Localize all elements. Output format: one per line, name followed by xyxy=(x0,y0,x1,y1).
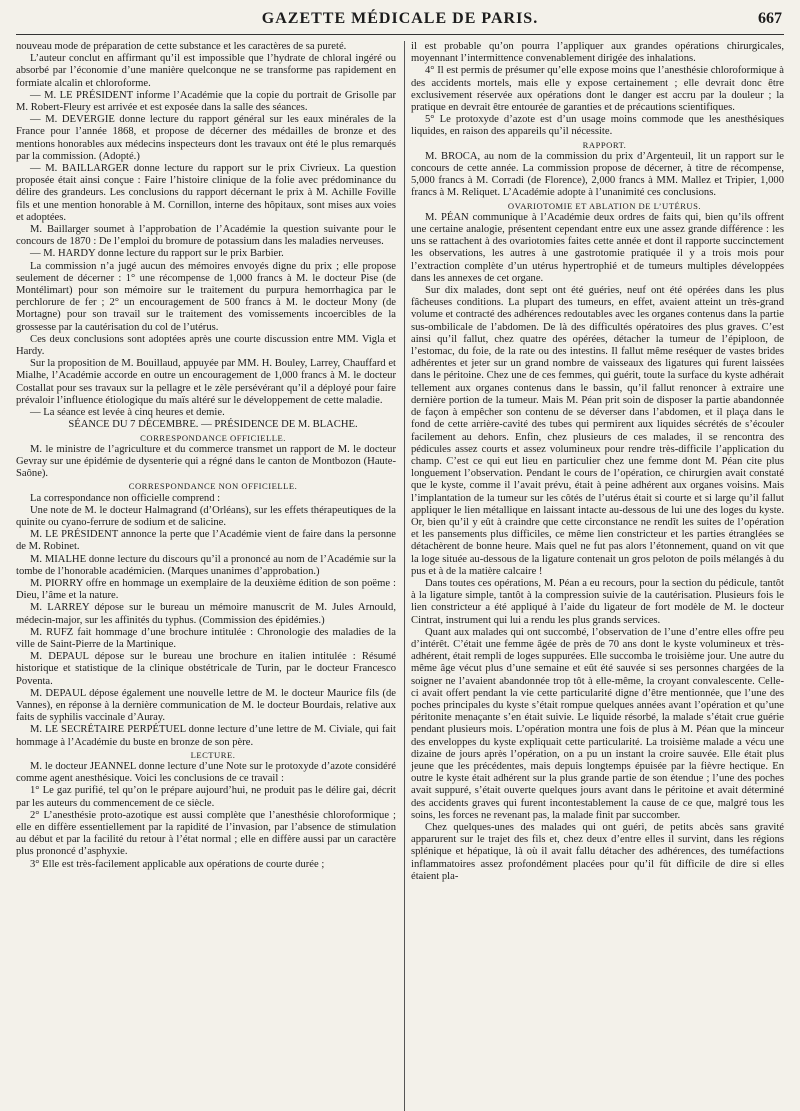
paragraph: L’auteur conclut en affirmant qu’il est impossible que l’hydrate de chloral ingéré ou absorbé par l’économie d’une manière quelconque ne se transforme pas rapidement en formiate alcalin et chloroforme. xyxy=(16,53,396,89)
paragraph: M. BROCA, au nom de la commission du prix d’Argenteuil, lit un rapport sur le concours de cette année. La commission propose de décerner, à titre de récompense, 5,000 francs à M. Corradi (de Florence), 2,000 francs à MM. Mallez et Tripier, 1,000 francs à M. Reliquet. L’Académie adopte à l’unanimité ces conclusions. xyxy=(411,150,784,199)
paragraph: — La séance est levée à cinq heures et demie. xyxy=(30,407,225,419)
right-column xyxy=(404,41,784,1111)
section-heading: OVARIOTOMIE ET ABLATION DE L’UTÉRUS. xyxy=(507,200,702,211)
paragraph: Chez quelques-unes des malades qui ont guéri, de petits abcès sans gravité apparurent sur le trajet des fils et, chez deux d’entre elles il survint, dans les régions splénique et hépatique, là où il avait fallu détacher des adhérences, des tuméfactions inflammatoires assez profondément placées pour qu’il fût difficile de dire si elles étaient pla- xyxy=(411,822,784,882)
page-header xyxy=(16,10,784,35)
paragraph: M. le docteur JEANNEL donne lecture d’une Note sur le protoxyde d’azote considéré comme agent anesthésique. Voici les conclusions de ce travail : xyxy=(16,760,396,785)
left-column xyxy=(16,41,396,1111)
paragraph: 2° L’anesthésie proto-azotique est aussi complète que l’anesthésie chloroformique ; elle en diffère essentiellement par la rapidité de l’invasion, par l’absence de stimulation au début et par la facilité du retour à l’état normal ; elle en diffère aussi par un caractère plus prononcé d’asphyxie. xyxy=(16,809,396,858)
paragraph: Sur dix malades, dont sept ont été guéries, neuf ont été opérées dans les plus fâcheuses conditions. La plupart des tumeurs, en effet, avaient atteint un très-grand volume et contracté des adhérences redoutables avec les organes contenus dans la partie sus-ombilicale de l’abdomen. De là des difficultés opératoires des plus graves. C’est ainsi qu’il fallut, chez quatre des opérées, détacher la tumeur de l’épiploon, de l’estomac, du foie, de la rate ou des intestins. Il fallut même reséquer de vastes brides adhérentes et jeter sur un grand nombre de vaisseaux des ligatures qui furent laissées dans le péritoine. Chez une de ces femmes, qui guérit, toute la surface du kyste adhérait tellement aux organes contenus dans le bassin, qu’il fallut renoncer à extraire une dernière portion de la tumeur. Mais M. Péan prit soin de disposer la partie abandonnée de façon à empêcher son contenu de se déverser dans l’abdomen, et il plaça dans le fond de cette arrière-cavité des tubes qui permirent aux liquides sécrétés de s’écouler facilement au dehors. Enfin, chez plusieurs de ces malades, il se rencontra des pédicules assez courts et assez volumineux pour rendre très-difficile l’application du champ. C’est ce qui eut lieu en particulier chez une femme dont M. Péan cite plus longuement l’observation. Pendant le cours de l’opération, ce chirurgien avait constaté que le kyste, comme il l’avait prévu, était à peine adhérent aux organes voisins. Mais l’implantation de la tumeur sur les côtés de l’utérus était si courte et si large qu’il fallut appliquer le lien métallique en laissant intacte au-dessous de lui une des loges du kyste. Or, bien qu’il y eût à craindre que cette circonstance ne rendît les suites de l’opération et les pansements plus difficiles, ce même lien constricteur et les parties étranglées se détachèrent de bonne heure. Mais quel ne fut pas alors l’étonnement, quand on vit que la loge située au-dessous de la ligature contenait un gros peloton de poils mélangés à du pus et à de la matière calcaire ! xyxy=(411,285,784,577)
paragraph: La commission n’a jugé aucun des mémoires envoyés digne du prix ; elle propose seulement de décerner : 1° une récompense de 1,000 francs à M. le docteur Pise (de Montélimart) pour son mémoire sur le traitement du purpura hemorrhagica par le perchlorure de fer ; 2° un encouragement de 500 francs à M. le docteur Mony (de Mortagne) pour son travail sur le traitement des vomissements incoercibles de la grossesse par la cautérisation du col de l’utérus. xyxy=(16,260,396,333)
paragraph: 1° Le gaz purifié, tel qu’on le prépare aujourd’hui, ne produit pas le délire gai, décrit par les auteurs du commencement de ce siècle. xyxy=(16,785,396,809)
paragraph: Une note de M. le docteur Halmagrand (d’Orléans), sur les effets thérapeutiques de la quinite ou cyano-ferrure de sodium et de salicine. xyxy=(16,504,396,528)
paragraph: M. DEPAUL dépose sur le bureau une brochure en italien intitulée : Résumé historique et statistique de la clinique obstétricale de Turin, par le docteur Francesco Poventa. xyxy=(16,651,396,687)
section-heading: LECTURE. xyxy=(190,749,236,760)
paragraph: M. le ministre de l’agriculture et du commerce transmet un rapport de M. le docteur Gevray sur une épidémie de dysenterie qui a régné dans le canton de Montbozon (Haute-Saône). xyxy=(16,443,396,480)
paragraph: M. LARREY dépose sur le bureau un mémoire manuscrit de M. Jules Arnould, médecin-major, sur les affinités du typhus. (Commission des épidémies.) xyxy=(16,602,396,626)
paragraph: M. PÉAN communique à l’Académie deux ordres de faits qui, bien qu’ils offrent une certaine analogie, présentent cependant entre eux une assez grande différence : les uns se rattachent à des ovariotomies faites cette année et dont il rapporte succinctement les observations, les autres à une gastrotomie pratiquée il y a trois mois pour l’extraction complète d’un utérus hypertrophié et de tumeurs multiples développées dans les annexes de cet organe. xyxy=(411,211,784,284)
session-heading: SÉANCE DU 7 DÉCEMBRE. — PRÉSIDENCE DE M. BLACHE. xyxy=(68,419,358,431)
paragraph: 4° Il est permis de présumer qu’elle expose moins que l’anesthésie chloroformique à des accidents mortels, mais elle y expose certainement ; elle devrait donc être exclusivement réservée aux opérations dont le danger est accru par la douleur ; la pratique en devrait être entourée de garanties et de précautions scientifiques. xyxy=(411,65,784,114)
paragraph: Sur la proposition de M. Bouillaud, appuyée par MM. H. Bouley, Larrey, Chauffard et Mialhe, l’Académie accorde en outre un encouragement de 1,000 francs à M. le docteur Costallat pour ses travaux sur la pellagre et le zèle persévérant qu’il a déployé pour faire prévaloir l’influence étiologique du maïs altéré sur le développement de cette maladie. xyxy=(16,358,396,406)
paragraph: — M. DEVERGIE donne lecture du rapport général sur les eaux minérales de la France pour l’année 1868, et propose de décerner des médailles de bronze et des mentions honorables aux médecins inspecteurs dont les travaux ont été le plus remarqués par la commission. (Adopté.) xyxy=(16,114,396,162)
section-heading: CORRESPONDANCE NON OFFICIELLE. xyxy=(128,481,298,492)
paragraph: M. RUFZ fait hommage d’une brochure intitulée : Chronologie des maladies de la ville de Saint-Pierre de la Martinique. xyxy=(16,626,396,650)
paragraph: M. LE SECRÉTAIRE PERPÉTUEL donne lecture d’une lettre de M. Civiale, qui fait hommage à l’Académie du buste en bronze de son père. xyxy=(16,724,396,748)
paragraph: il est probable qu’on pourra l’appliquer aux grandes opérations chirurgicales, moyennant l’intermittence convenablement dirigée des inhalations. xyxy=(411,41,784,65)
page-number: 667 xyxy=(758,10,782,27)
paragraph: — M. BAILLARGER donne lecture du rapport sur le prix Civrieux. La question proposée était ainsi conçue : Faire l’histoire clinique de la folie avec prédominance du délire des grandeurs. Les conclusions du rapport décernant le prix à M. Achille Foville fils et une mention honorable à M. Cornillon, interne des hôpitaux, sont mises aux voies et adoptées. xyxy=(16,163,396,223)
section-heading: RAPPORT. xyxy=(582,139,627,150)
paragraph: M. DEPAUL dépose également une nouvelle lettre de M. le docteur Maurice fils (de Vannes), en réponse à la dernière communication de M. le docteur Bourdais, relative aux faits de syphilis vaccinale d’Auray. xyxy=(16,687,396,724)
paragraph: — M. LE PRÉSIDENT informe l’Académie que la copie du portrait de Grisolle par M. Robert-Fleury est arrivée et est exposée dans la salle des séances. xyxy=(16,89,396,114)
paragraph: — M. HARDY donne lecture du rapport sur le prix Barbier. xyxy=(30,248,284,260)
section-heading: CORRESPONDANCE OFFICIELLE. xyxy=(140,432,286,443)
paragraph: La correspondance non officielle comprend : xyxy=(30,492,221,504)
paragraph: M. MIALHE donne lecture du discours qu’il a prononcé au nom de l’Académie sur la tombe de l’honorable académicien. (Marques unanimes d’approbation.) xyxy=(16,553,396,577)
paragraph: 5° Le protoxyde d’azote est d’un usage moins commode que les anesthésiques liquides, en raison des appareils qu’il nécessite. xyxy=(411,114,784,138)
masthead-title: GAZETTE MÉDICALE DE PARIS. xyxy=(261,10,539,27)
paragraph: M. Baillarger soumet à l’approbation de l’Académie la question suivante pour le concours de 1870 : De l’emploi du bromure de potassium dans les maladies nerveuses. xyxy=(16,224,396,248)
paragraph: nouveau mode de préparation de cette substance et les caractères de sa pureté. xyxy=(16,41,347,52)
columns xyxy=(16,41,784,1111)
paragraph: M. LE PRÉSIDENT annonce la perte que l’Académie vient de faire dans la personne de M. Robinet. xyxy=(16,529,396,553)
paragraph: 3° Elle est très-facilement applicable aux opérations de courte durée ; xyxy=(30,858,325,870)
paragraph: M. PIORRY offre en hommage un exemplaire de la deuxième édition de son poëme : Dieu, l’âme et la nature. xyxy=(16,577,396,602)
paragraph: Dans toutes ces opérations, M. Péan a eu recours, pour la section du pédicule, tantôt à la ligature simple, tantôt à la compression suivie de la cautérisation. Plusieurs fois le lien constricteur a été appliqué à l’aide du ligateur de fort modèle de M. le docteur Cintrat, instrument qui lui a rendu les plus grands services. xyxy=(411,577,784,626)
paragraph: Quant aux malades qui ont succombé, l’observation de l’une d’entre elles offre peu d’intérêt. C’était une femme âgée de près de 70 ans dont le kyste volumineux et très-adhérent, était rempli de loges suppurées. Elle succomba le troisième jour. Une autre du même âge vécut plus d’une semaine et eût été sauvée si ses personnes chargées de la soigner ne l’avaient abandonnée trop tôt à elle-même, la croyant convalescente. Celle-ci avait offert pendant la vie cette particularité digne d’être mentionnée, que l’une des poches principales du kyste s’était rompue quelques années avant l’opération et qu’une péritonite menaçante s’en était suivie. Le liquide résorbé, la malade s’était crue guérie pendant plusieurs mois. L’opération montra une fois de plus à M. Péan que la minceur des enveloppes du kyste expliquait cette particularité. La troisième malade a vécu une dizaine de jours après l’opération, on a pu un instant la croire sauvée. Elle était plus jeune que les précédentes, mais depuis longtemps épuisée par la fièvre hectique. En outre le kyste était adhérent sur la plus grande partie de son étendue ; l’une des poches avait suppuré, s’était ouverte quelques jours avant dans le péritoine et avait déterminé des accidents graves qui furent incontestablement la cause de ce que, malgré tous les soins, les forces ne revenant pas, la malade finit par succomber. xyxy=(411,626,784,821)
paragraph: Ces deux conclusions sont adoptées après une courte discussion entre MM. Vigla et Hardy. xyxy=(16,333,396,358)
